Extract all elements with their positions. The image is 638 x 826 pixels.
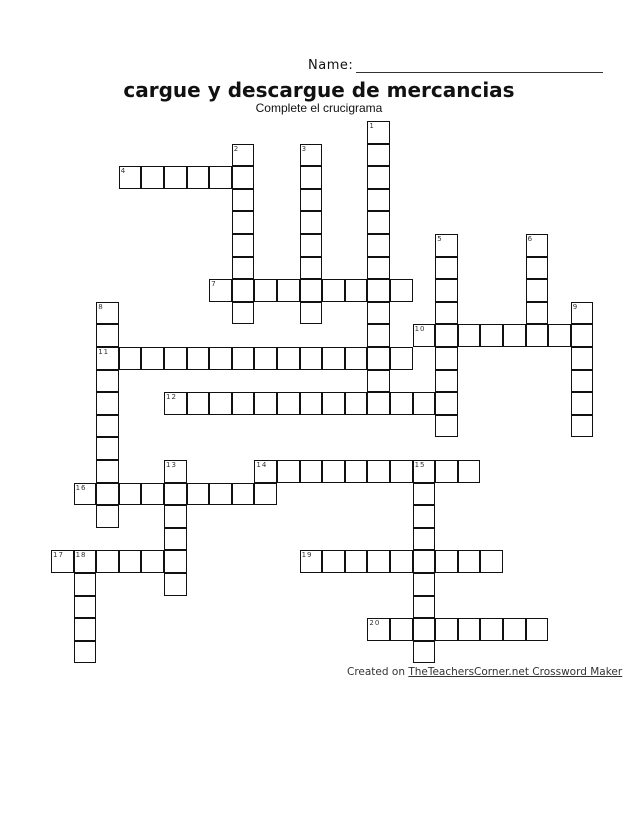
grid-cell[interactable]: [232, 392, 255, 415]
grid-cell[interactable]: [254, 347, 277, 370]
name-label: Name:: [308, 58, 354, 73]
grid-cell[interactable]: [300, 392, 323, 415]
grid-cell[interactable]: [232, 189, 255, 212]
grid-cell[interactable]: [571, 302, 594, 325]
clue-number: 8: [98, 302, 104, 311]
grid-cell[interactable]: [367, 166, 390, 189]
grid-cell[interactable]: [232, 234, 255, 257]
grid-cell[interactable]: [232, 166, 255, 189]
grid-cell[interactable]: [571, 347, 594, 370]
grid-cell[interactable]: [503, 324, 526, 347]
grid-cell[interactable]: [526, 279, 549, 302]
grid-cell[interactable]: [480, 324, 503, 347]
grid-cell[interactable]: [367, 279, 390, 302]
grid-cell[interactable]: [526, 324, 549, 347]
grid-cell[interactable]: [96, 392, 119, 415]
grid-cell[interactable]: [345, 279, 368, 302]
grid-cell[interactable]: [51, 550, 74, 573]
clue-number: 16: [75, 483, 87, 492]
grid-cell[interactable]: [413, 460, 436, 483]
grid-cell[interactable]: [413, 618, 436, 641]
grid-cell[interactable]: [232, 347, 255, 370]
grid-cell[interactable]: [164, 505, 187, 528]
grid-cell[interactable]: [435, 302, 458, 325]
grid-cell[interactable]: [390, 392, 413, 415]
grid-cell[interactable]: [413, 528, 436, 551]
grid-cell[interactable]: [413, 573, 436, 596]
grid-cell[interactable]: [164, 550, 187, 573]
grid-cell[interactable]: [300, 460, 323, 483]
grid-cell[interactable]: [277, 347, 300, 370]
grid-cell[interactable]: [141, 347, 164, 370]
grid-cell[interactable]: [300, 234, 323, 257]
grid-cell[interactable]: [96, 505, 119, 528]
grid-cell[interactable]: [119, 483, 142, 506]
grid-cell[interactable]: [209, 166, 232, 189]
grid-cell[interactable]: [300, 347, 323, 370]
grid-cell[interactable]: [74, 550, 97, 573]
grid-cell[interactable]: [96, 370, 119, 393]
grid-cell[interactable]: [367, 211, 390, 234]
grid-cell[interactable]: [367, 144, 390, 167]
grid-cell[interactable]: [232, 302, 255, 325]
grid-cell[interactable]: [209, 483, 232, 506]
grid-cell[interactable]: [164, 483, 187, 506]
grid-cell[interactable]: [164, 460, 187, 483]
grid-cell[interactable]: [526, 234, 549, 257]
clue-number: 9: [572, 302, 579, 311]
grid-cell[interactable]: [209, 347, 232, 370]
grid-cell[interactable]: [164, 392, 187, 415]
clue-number: 6: [527, 235, 534, 243]
grid-cell[interactable]: [413, 641, 436, 664]
clue-number: 17: [53, 551, 64, 560]
grid-cell[interactable]: [435, 392, 458, 415]
grid-cell[interactable]: [367, 234, 390, 257]
clue-number: 10: [414, 325, 426, 334]
clue-number: 19: [301, 551, 313, 560]
grid-cell[interactable]: [96, 415, 119, 438]
grid-cell[interactable]: [254, 392, 277, 415]
grid-cell[interactable]: [74, 573, 97, 596]
grid-cell[interactable]: [322, 347, 345, 370]
page-subtitle: Complete el crucigrama: [255, 101, 383, 115]
grid-cell[interactable]: [458, 618, 481, 641]
grid-cell[interactable]: [300, 189, 323, 212]
grid-cell[interactable]: [526, 257, 549, 280]
grid-cell[interactable]: [526, 618, 549, 641]
clue-number: 14: [256, 461, 268, 469]
grid-cell[interactable]: [187, 392, 210, 415]
clue-number: 1: [369, 122, 375, 130]
grid-cell[interactable]: [187, 347, 210, 370]
grid-cell[interactable]: [367, 257, 390, 280]
grid-cell[interactable]: [345, 347, 368, 370]
grid-cell[interactable]: [526, 302, 549, 325]
grid-cell[interactable]: [96, 437, 119, 460]
grid-cell[interactable]: [435, 415, 458, 438]
grid-cell[interactable]: [345, 460, 368, 483]
grid-cell[interactable]: [300, 257, 323, 280]
grid-cell[interactable]: [367, 460, 390, 483]
grid-cell[interactable]: [96, 347, 119, 370]
grid-cell[interactable]: [277, 392, 300, 415]
grid-cell[interactable]: [458, 550, 481, 573]
grid-cell[interactable]: [300, 302, 323, 325]
grid-cell[interactable]: [96, 302, 119, 325]
grid-cell[interactable]: [548, 324, 571, 347]
grid-cell[interactable]: [322, 279, 345, 302]
grid-cell[interactable]: [435, 370, 458, 393]
clue-number: 3: [301, 144, 308, 153]
grid-cell[interactable]: [277, 279, 300, 302]
grid-cell[interactable]: [300, 144, 323, 167]
grid-cell[interactable]: [96, 460, 119, 483]
footer-link[interactable]: TheTeachersCorner.net Crossword Maker: [408, 666, 623, 678]
grid-cell[interactable]: [413, 483, 436, 506]
grid-cell[interactable]: [141, 483, 164, 506]
grid-cell[interactable]: [96, 483, 119, 506]
grid-cell[interactable]: [119, 347, 142, 370]
grid-cell[interactable]: [322, 460, 345, 483]
grid-cell[interactable]: [187, 483, 210, 506]
grid-cell[interactable]: [503, 618, 526, 641]
grid-cell[interactable]: [164, 528, 187, 551]
grid-cell[interactable]: [390, 618, 413, 641]
grid-cell[interactable]: [345, 392, 368, 415]
grid-cell[interactable]: [209, 392, 232, 415]
clue-number: 11: [98, 348, 110, 356]
grid-cell[interactable]: [164, 166, 187, 189]
grid-cell[interactable]: [119, 550, 142, 573]
grid-cell[interactable]: [300, 550, 323, 573]
clue-number: 12: [166, 393, 177, 402]
grid-cell[interactable]: [458, 324, 481, 347]
grid-cell[interactable]: [74, 596, 97, 619]
grid-cell[interactable]: [413, 324, 436, 347]
grid-cell[interactable]: [435, 234, 458, 257]
grid-cell[interactable]: [232, 279, 255, 302]
grid-cell[interactable]: [413, 392, 436, 415]
grid-cell[interactable]: [435, 460, 458, 483]
grid-cell[interactable]: [367, 618, 390, 641]
grid-cell[interactable]: [232, 483, 255, 506]
grid-cell[interactable]: [390, 347, 413, 370]
grid-cell[interactable]: [141, 166, 164, 189]
clue-number: 7: [211, 280, 217, 289]
grid-cell[interactable]: [390, 279, 413, 302]
grid-cell[interactable]: [571, 392, 594, 415]
clue-number: 13: [166, 461, 177, 469]
grid-cell[interactable]: [74, 641, 97, 664]
grid-cell[interactable]: [571, 324, 594, 347]
grid-cell[interactable]: [367, 302, 390, 325]
grid-cell[interactable]: [96, 324, 119, 347]
grid-cell[interactable]: [74, 618, 97, 641]
grid-cell[interactable]: [367, 392, 390, 415]
grid-cell[interactable]: [571, 370, 594, 393]
grid-cell[interactable]: [413, 596, 436, 619]
grid-cell[interactable]: [435, 347, 458, 370]
grid-cell[interactable]: [367, 189, 390, 212]
grid-cell[interactable]: [74, 483, 97, 506]
grid-cell[interactable]: [367, 370, 390, 393]
clue-number: 5: [437, 235, 443, 243]
grid-cell[interactable]: [254, 483, 277, 506]
grid-cell[interactable]: [254, 279, 277, 302]
grid-cell[interactable]: [367, 347, 390, 370]
grid-cell[interactable]: [209, 279, 232, 302]
grid-cell[interactable]: [164, 347, 187, 370]
grid-cell[interactable]: [322, 550, 345, 573]
grid-cell[interactable]: [435, 257, 458, 280]
grid-cell[interactable]: [435, 324, 458, 347]
grid-cell[interactable]: [141, 550, 164, 573]
grid-cell[interactable]: [571, 415, 594, 438]
grid-cell[interactable]: [458, 460, 481, 483]
grid-cell[interactable]: [277, 460, 300, 483]
grid-cell[interactable]: [435, 279, 458, 302]
grid-cell[interactable]: [480, 618, 503, 641]
grid-cell[interactable]: [300, 211, 323, 234]
grid-cell[interactable]: [345, 550, 368, 573]
clue-number: 4: [120, 167, 127, 176]
grid-cell[interactable]: [367, 324, 390, 347]
grid-cell[interactable]: [232, 257, 255, 280]
grid-cell[interactable]: [322, 392, 345, 415]
grid-cell[interactable]: [300, 279, 323, 302]
clue-number: 20: [369, 619, 381, 628]
grid-cell[interactable]: [390, 550, 413, 573]
clue-number: 18: [75, 551, 87, 560]
grid-cell[interactable]: [367, 550, 390, 573]
grid-cell[interactable]: [390, 460, 413, 483]
grid-cell[interactable]: [435, 618, 458, 641]
footer-credit: [347, 666, 622, 678]
grid-cell[interactable]: [232, 211, 255, 234]
grid-cell[interactable]: [413, 550, 436, 573]
grid-cell[interactable]: [164, 573, 187, 596]
grid-cell[interactable]: [435, 550, 458, 573]
grid-cell[interactable]: [413, 505, 436, 528]
grid-cell[interactable]: [232, 144, 255, 167]
grid-cell[interactable]: [480, 550, 503, 573]
grid-cell[interactable]: [119, 166, 142, 189]
grid-cell[interactable]: [254, 460, 277, 483]
grid-cell[interactable]: [300, 166, 323, 189]
clue-number: 15: [414, 461, 426, 469]
footer-prefix: Created on: [347, 666, 409, 678]
grid-cell[interactable]: [367, 121, 390, 144]
grid-cell[interactable]: [96, 550, 119, 573]
clue-number: 2: [233, 144, 240, 153]
grid-cell[interactable]: [187, 166, 210, 189]
page-title: cargue y descargue de mercancias: [123, 78, 515, 102]
